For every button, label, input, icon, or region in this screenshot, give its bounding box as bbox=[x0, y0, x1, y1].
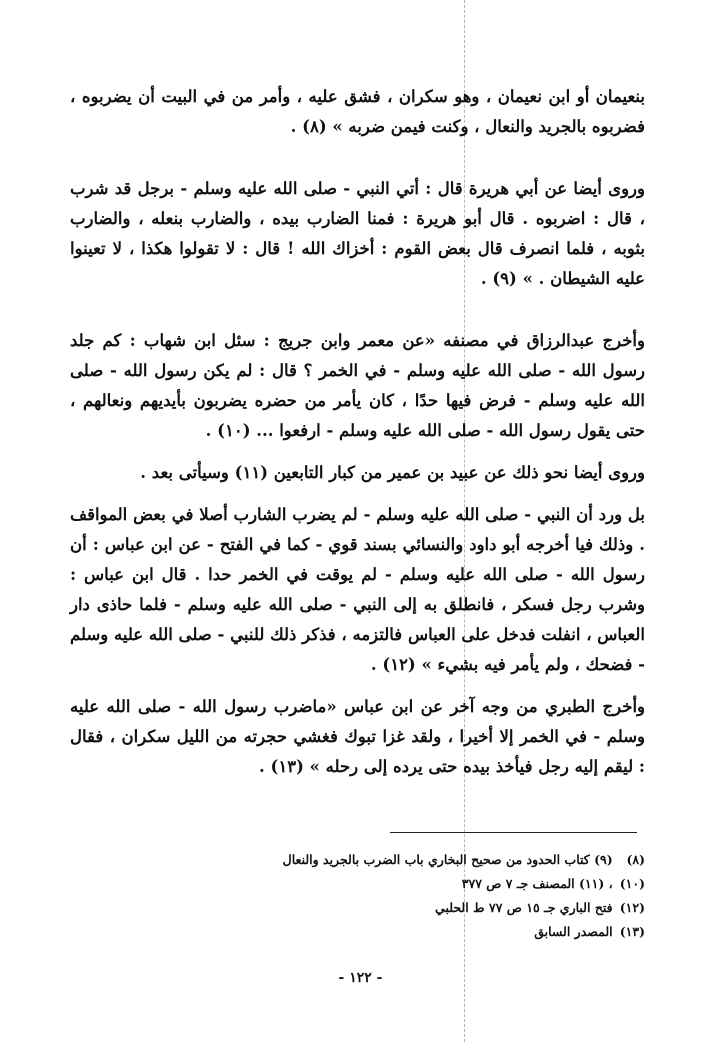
footnote-number: (١٣) bbox=[619, 924, 645, 939]
paragraph-5: بل ورد أن النبي - صلى الله عليه وسلم - لم يضرب الشارب أصلا في بعض المواقف . وذلك فيا أخرجه أبو داود والنسائي بسند قوي - كما في الفتح - عن ابن عباس : أن رسول الله - صلى الله عليه وسلم - لم يوقت في الخمر حدا . قال ابن عباس : وشرب رجل فسكر ، فانطلق به إلى النبي - صلى الله عليه وسلم - فلما حاذى دار العباس ، انفلت فدخل على العباس فالتزمه ، فذكر ذلك للنبي - صلى الله عليه وسلم - فضحك ، ولم يأمر فيه بشيء » (١٢) . bbox=[70, 505, 645, 674]
footnote-divider bbox=[390, 832, 637, 833]
footnote-text: ، (١١) المصنف جـ ٧ ص ٣٧٧ bbox=[461, 876, 613, 891]
paragraph-6: وأخرج الطبري من وجه آخر عن ابن عباس «ماضرب رسول الله - صلى الله عليه وسلم - في الخمر إلا أخيرا ، ولقد غزا تبوك فغشي حجرته من الليل سكران ، فقال : ليقم إليه رجل فيأخذ بيده حتى يرده إلى رحله » (١٣) . bbox=[70, 697, 645, 776]
footnote-number: (١٠) bbox=[619, 876, 645, 891]
paragraph-4: وروى أيضا نحو ذلك عن عبيد بن عمير من كبار التابعين (١١) وسيأتى بعد . bbox=[140, 463, 645, 482]
footnote-text: المصدر السابق bbox=[534, 924, 613, 939]
main-text bbox=[70, 82, 645, 782]
paragraph-1: بنعيمان أو ابن نعيمان ، وهو سكران ، فشق عليه ، وأمر من في البيت أن يضربوه ، فضربوه بالجريد والنعال ، وكنت فيمن ضربه » (٨) . bbox=[70, 87, 645, 136]
paragraph-2: وروى أيضا عن أبي هريرة قال : أتي النبي - صلى الله عليه وسلم - برجل قد شرب ، قال : اضربوه . قال أبو هريرة : فمنا الضارب بيده ، والضارب بنعله ، والضارب بثوبه ، فلما انصرف قال بعض القوم : أخزاك الله ! قال : لا تقولوا هكذا ، لا تعينوا عليه الشيطان . » (٩) . bbox=[70, 179, 645, 288]
footnote bbox=[70, 872, 645, 896]
footnote-text: (٩) كتاب الحدود من صحيح البخاري باب الضرب بالجريد والنعال bbox=[282, 852, 613, 867]
footnote bbox=[70, 920, 645, 944]
footnotes bbox=[70, 848, 645, 944]
footnote-number: (٨) bbox=[626, 852, 645, 867]
footnote-number: (١٢) bbox=[619, 900, 645, 915]
page-number: - ١٢٢ - bbox=[338, 970, 383, 986]
footnote-text: فتح الباري جـ ١٥ ص ٧٧ ط الحلبي bbox=[435, 900, 613, 915]
paragraph-3: وأخرج عبدالرزاق في مصنفه «عن معمر وابن جريج : سئل ابن شهاب : كم جلد رسول الله - صلى الله عليه وسلم - في الخمر ؟ قال : لم يكن رسول الله - صلى الله عليه وسلم - فرض فيها حدًا ، كان يأمر من حضره يضربون بأيديهم ونعالهم ، حتى يقول رسول الله - صلى الله عليه وسلم - ارفعوا ... (١٠) . bbox=[70, 331, 645, 440]
footnote bbox=[70, 848, 645, 872]
footnote bbox=[70, 896, 645, 920]
